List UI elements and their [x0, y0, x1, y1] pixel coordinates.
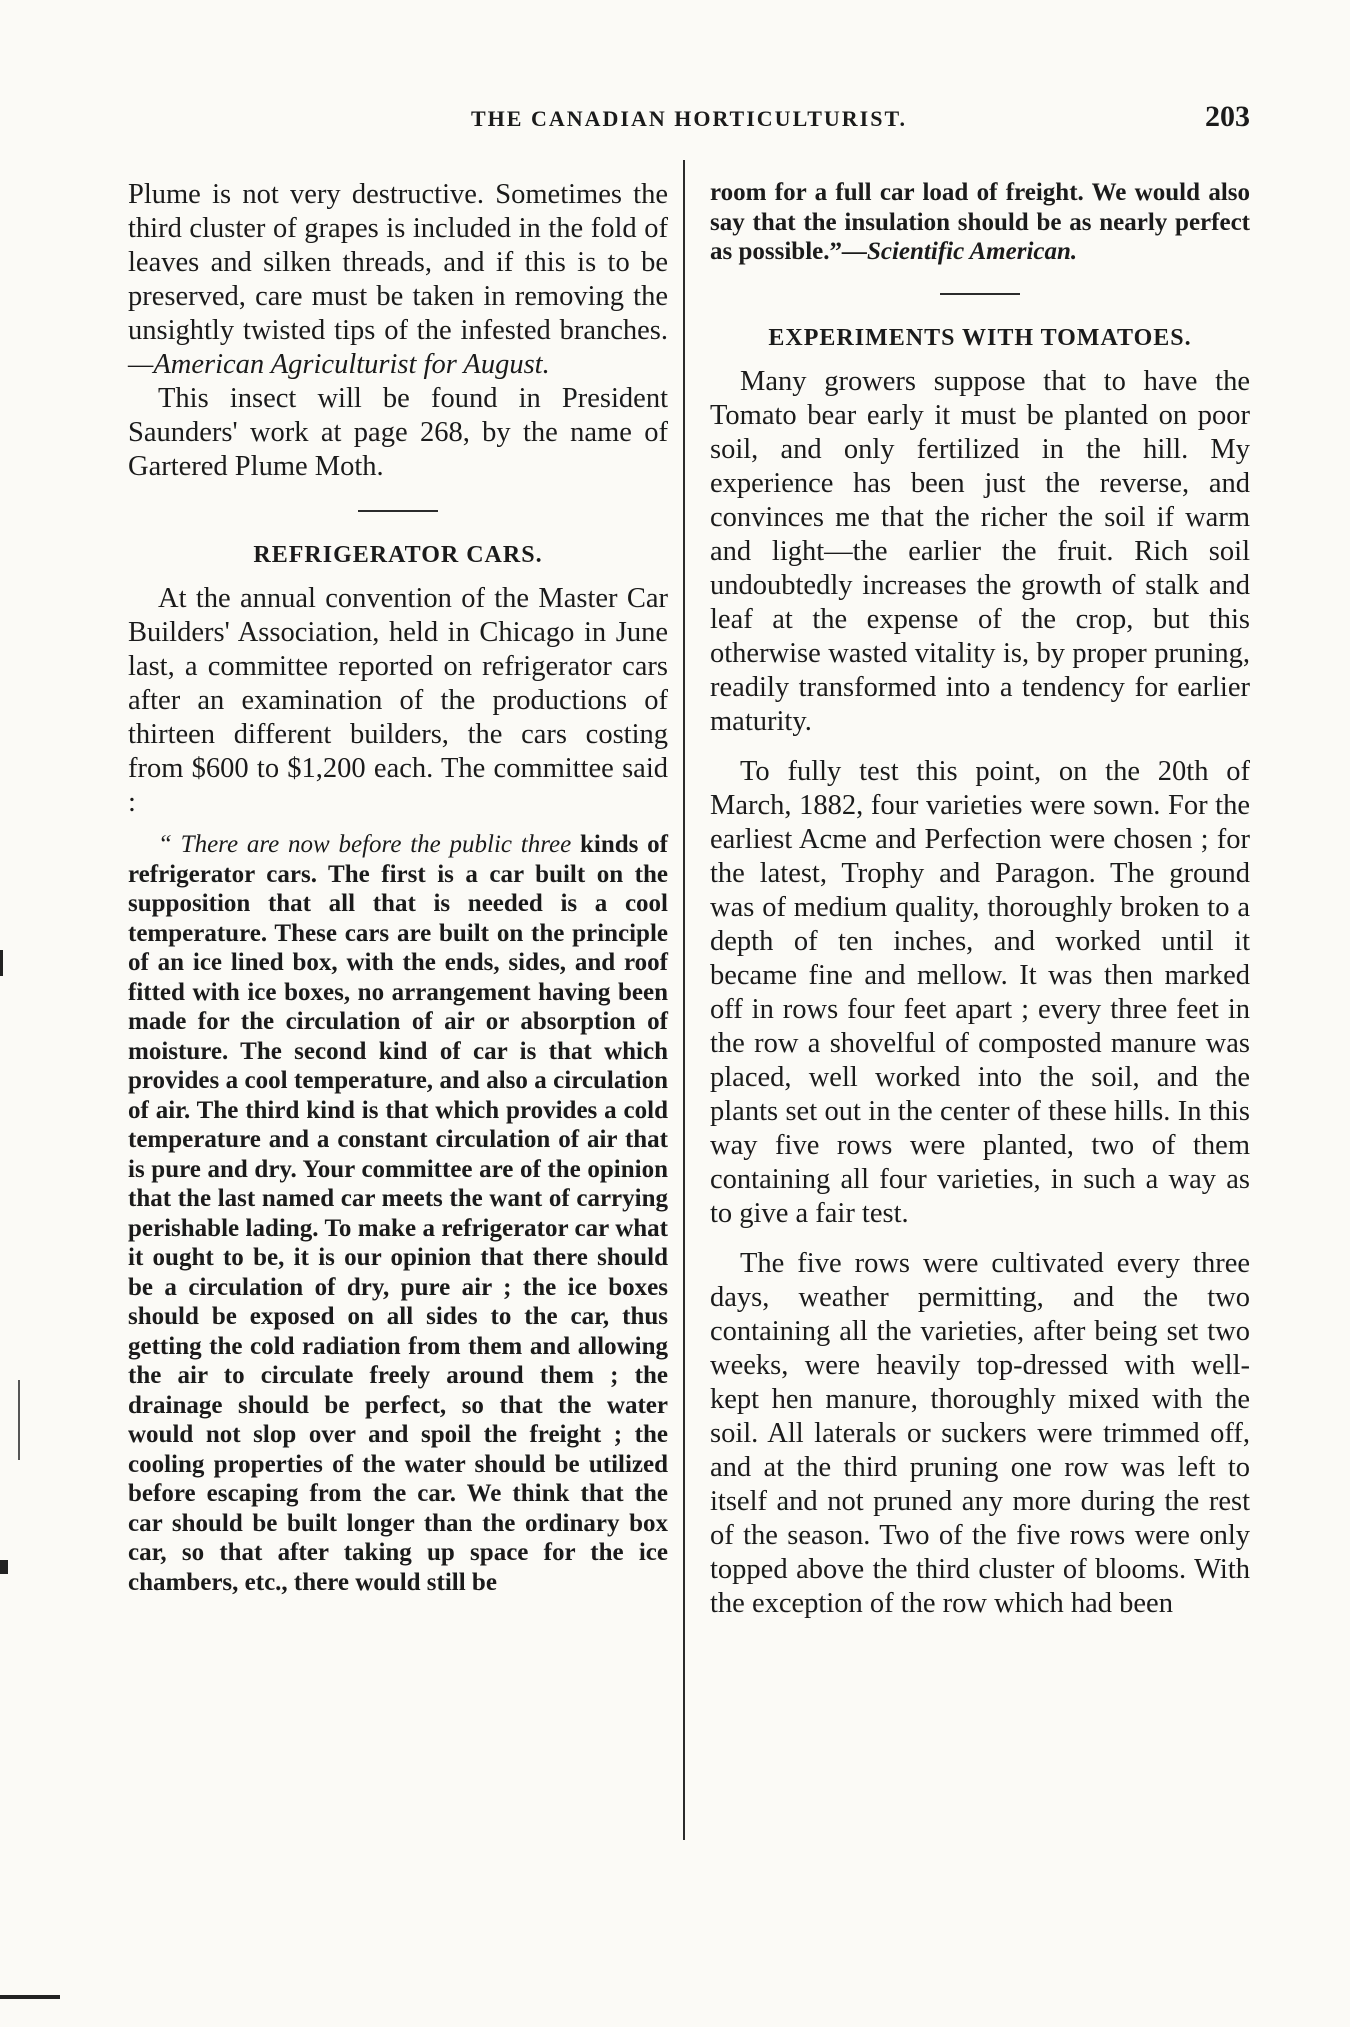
paragraph-text: Plume is not very destructive. Sometimes the third cluster of grapes is included in the fold of leaves and silken threads, and if this is to be preserved, care must be taken in removing the unsightly twisted tips of the infested branches. — [128, 179, 668, 346]
scan-edge-mark — [0, 1560, 8, 1574]
scan-edge-mark — [18, 1380, 20, 1460]
section-heading-refrigerator-cars: REFRIGERATOR CARS. — [253, 542, 543, 568]
page-number: 203 — [1205, 100, 1250, 133]
paragraph-test: To fully test this point, on the 20th of March, 1882, four varieties were sown. For the earliest Acme and Perfection were chosen ; for the latest, Trophy and Paragon. The ground was of medium quality, thoroughly broken to a depth of ten inches, and worked until it became fine and mellow. It was then marked off in rows four feet apart ; every three feet in the row a shovelful of composted manure was placed, well worked into the soil, and the plants set out in the center of these hills. In this way five rows were planted, two of them containing all four varieties, in such a way as to give a fair test. — [710, 755, 1250, 1229]
paragraph-growers: Many growers suppose that to have the Tomato bear early it must be planted on poor soil, and only fertilized in the hill. My experience has been just the reverse, and convinces me that the richer the soil if warm and light—the earlier the fruit. Rich soil undoubtedly increases the growth of stalk and leaf at the expense of the crop, but this otherwise wasted vitality is, by proper pruning, readily transformed into a tendency for earlier maturity. — [710, 365, 1250, 737]
source-citation: —American Agriculturist for August. — [128, 349, 550, 380]
paragraph-plume-moth-end — [128, 178, 668, 382]
quote-body: kinds of refrigerator cars. The first is a car built on the supposition that all that is needed is a cool temperature. These cars are built on the principle of an ice lined box, with the ends, sides, and roof fitted with ice boxes, no arrangement having been made for the circulation of air or absorption of moisture. The second kind of car is that which provides a cool temperature, and also a circulation of air. The third kind is that which provides a cold temperature and a constant circulation of air that is pure and dry. Your committee are of the opinion that the last named car meets the want of carrying perishable lading. To make a refrigerator car what it ought to be, it is our opinion that there should be a circulation of dry, pure air ; the ice boxes should be exposed on all sides to the car, thus getting the cold radiation from them and allowing the air to circulate freely around them ; the drainage should be perfect, so that the water would not slop over and spoil the freight ; the cooling properties of the water should be utilized before escaping from the car. We think that the car should be built longer than the ordinary box car, so that after taking up space for the ice chambers, etc., there would still be — [128, 831, 668, 1596]
page-header — [128, 100, 1250, 140]
running-title: THE CANADIAN HORTICULTURIST. — [470, 106, 908, 131]
section-heading-experiments-with-tomatoes: EXPERIMENTS WITH TOMATOES. — [768, 324, 1192, 351]
source-citation: —Scientific American. — [841, 238, 1078, 265]
right-column — [710, 178, 1250, 1621]
scan-edge-mark — [0, 950, 3, 976]
committee-quote — [128, 830, 668, 1597]
quote-opening: “ There are now before the public three — [158, 831, 572, 858]
left-column — [128, 178, 668, 1597]
paragraph-editor-note: This insect will be found in President Saunders' work at page 268, by the name of Gartered Plume Moth. — [128, 383, 668, 482]
quote-continuation — [710, 178, 1250, 267]
scan-edge-mark — [0, 1995, 60, 1999]
paragraph-convention: At the annual convention of the Master Car Builders' Association, held in Chicago in June last, a committee reported on refrigerator cars after an examination of the productions of thirteen different builders, the cars costing from $600 to $1,200 each. The committee said : — [128, 583, 668, 818]
quote-continuation-text: room for a full car load of freight. We would also say that the insulation should be as nearly perfect as possible.” — [710, 179, 1250, 265]
paragraph-cultivation: The five rows were cultivated every three days, weather permitting, and the two containing all the varieties, after being set two weeks, were heavily top-dressed with well-kept hen manure, thoroughly mixed with the soil. All laterals or suckers were trimmed off, and at the third pruning one row was left to itself and not pruned any more during the rest of the season. Two of the five rows were only topped above the third cluster of blooms. With the exception of the row which had been — [710, 1247, 1250, 1619]
column-divider — [683, 160, 685, 1840]
